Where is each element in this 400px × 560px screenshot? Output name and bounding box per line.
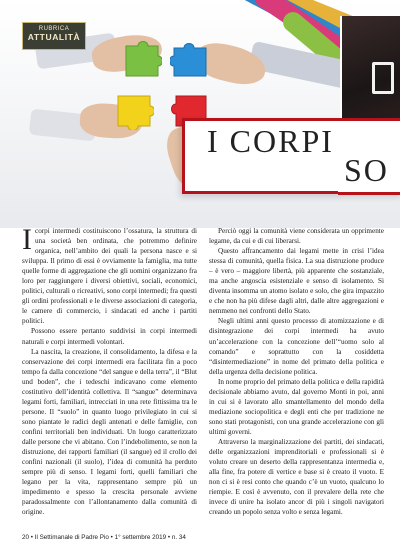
section-tag <box>22 22 86 50</box>
article-title-line1: I CORPI <box>207 123 334 159</box>
article-paragraph: Perciò oggi la comunità viene considerata un opprimente legame, da cui e di cui liberarsi. <box>209 227 384 246</box>
article-body <box>22 223 384 522</box>
section-tag-main: ATTUALITÀ <box>27 32 81 42</box>
puzzle-piece-green-icon <box>122 40 162 78</box>
article-paragraph: In nome proprio del primato della politica e della rapidità decisionale abbiamo avuto, dal governo Monti in poi, anni in cui si è lavorato allo smantellamento del mondo della mediazione sociopolitica e degli enti che per tradizione ne sono stati protagonisti, con una grande accelerazione con gli ultimi governi. <box>209 377 384 436</box>
puzzle-piece-blue-icon <box>170 40 210 80</box>
article-paragraph: La nascita, la creazione, il consolidamento, la difesa e la conservazione dei corpi intermedi era facilitata fin a poco tempo fa dalla concezione “del sangue e della terra”, il “Blut und boden”, che i tedeschi indicavano come elemento costitutivo dell’identità collettiva. Il “sangue” determinava legami forti, familiari, intrecciati in una rete fittissima tra le persone. Il “suolo” in quanto luogo privilegiato in cui si sono piantate le radici degli antenati e delle famiglie, con confini territoriali ben individuati. Un luogo caratterizzato dalle persone che vi abitano. Con l’indebolimento, se non la distruzione, dei rapporti familiari (il sangue) ed il crollo dei confini nazionali (il suolo), l’idea di comunità ha perduto sempre più di senso. I legami forti, quelli familiari che legano per la vita, rappresentano sempre più un impedimento e spesso la crescita personale avviene paradossalmente con l’allontanamento dalla comunità di origine. <box>22 347 197 517</box>
drop-cap: I <box>22 223 32 256</box>
puzzle-piece-yellow-icon <box>114 92 154 130</box>
article-paragraph: Negli ultimi anni questo processo di atomizzazione e di disintegrazione dei corpi intermedi ha avuto un’accelerazione con la concezione dell’“uomo solo al comando” e soprattutto con la cosiddetta “disintermediazione” in nome del primato della politica e della urgenza della decisione politica. <box>209 317 384 376</box>
photo-strip <box>340 16 400 128</box>
article-paragraph: Questo affrancamento dai legami mette in crisi l’idea stessa di comunità, quella fisica. La sua distruzione produce – è vero – maggiore libertà, più apparente che sostanziale, ma anche angoscia esistenziale e senso di isolamento. Si diventa insomma un atomo isolato e solo, che gira impazzito e che non ha più difese dagli altri, dalle altre aggregazioni e nemmeno nei confronti dello Stato. <box>209 247 384 316</box>
article-paragraph: Possono essere pertanto suddivisi in corpi intermedi naturali e corpi intermedi volontari. <box>22 327 197 346</box>
article-paragraph: Attraverso la marginalizzazione dei partiti, dei sindacati, delle organizzazioni imprenditoriali e professionali si è voluto creare un deserto della rappresentanza intermedia e, alla fine, fra potere di vertice e base si è creato il vuoto. E non ci si è resi conto che quando c’è un vuoto, qualcuno lo riempie. E così è avvenuto, con il prevalere della rete che invece di unire ha isolato ancor di più i singoli navigatori creando un popolo senza volto e senza legami. <box>209 437 384 517</box>
page-footer: 20 • Il Settimanale di Padre Pio • 1° settembre 2019 • n. 34 <box>22 534 186 541</box>
section-tag-pre: RUBRICA <box>38 26 70 32</box>
photo-glyph-icon <box>372 62 394 94</box>
article-paragraph: Icorpi intermedi costituiscono l’ossatura, la struttura di una società ben ordinata, che potremmo definire organica, nell’ambito dei quali la persona nasce e si sviluppa. Il primo di essi è ovviamente la famiglia, ma tutte quelle forme di aggregazione che gli uomini organizzano fra loro per raggiungere i diversi obiettivi, sociali, economici, politici, culturali o ricreativi, sono corpi intermedi; fra questi gli ordini professionali e le diverse associazioni di categoria, le camere di commercio, i sindacati ed anche i partiti politici. <box>22 223 197 326</box>
article-title-line2: SO <box>344 152 389 188</box>
